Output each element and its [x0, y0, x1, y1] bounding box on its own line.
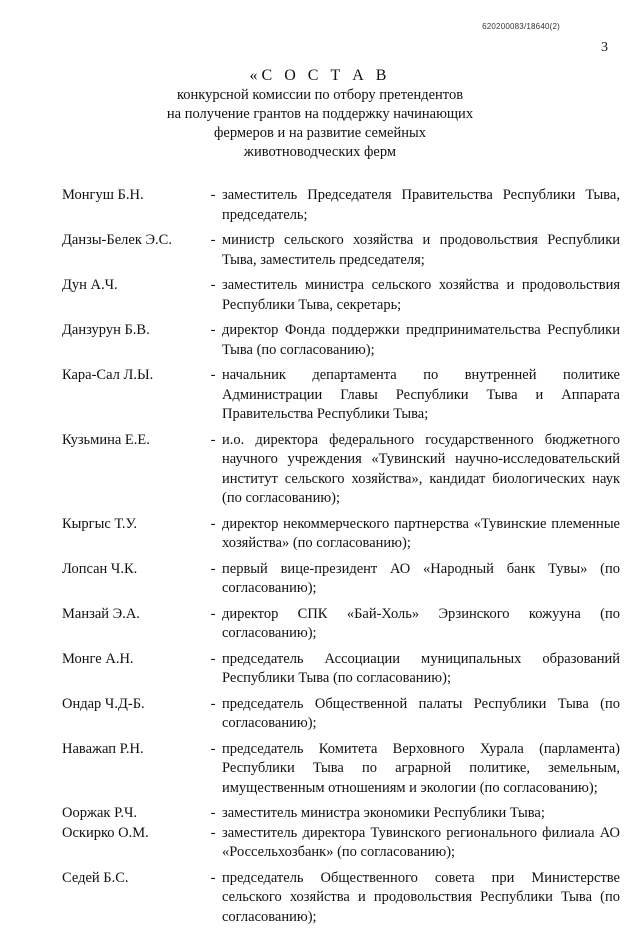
member-row [62, 695, 620, 734]
member-role: заместитель министра сельского хозяйства и продовольствия Республики Тыва, секретарь; [222, 277, 620, 313]
member-role: директор Фонда поддержки предпринимательства Республики Тыва (по согласованию); [222, 322, 620, 358]
member-role: директор СПК «Бай-Холь» Эрзинского кожууна (по согласованию); [222, 605, 620, 641]
member-role: председатель Общественной палаты Республики Тыва (по согласованию); [222, 695, 620, 731]
member-name: Монгуш Б.Н. [62, 187, 144, 203]
member-dash: - [210, 650, 216, 667]
title-line: животноводческих ферм [243, 144, 397, 160]
member-name: Дун А.Ч. [62, 277, 118, 293]
commission-members-list [62, 186, 620, 933]
member-row [62, 186, 620, 225]
member-role: первый вице-президент АО «Народный банк Тувы» (по согласованию); [222, 560, 620, 596]
member-role: заместитель директора Тувинского регионального филиала АО «Россельхозбанк» (по согласованию); [222, 824, 620, 860]
member-row [62, 515, 620, 554]
member-row [62, 366, 620, 425]
member-name: Манзай Э.А. [62, 605, 140, 622]
member-dash: - [210, 232, 216, 248]
document-title [0, 66, 640, 162]
member-name: Наважап Р.Н. [62, 740, 144, 757]
member-row [62, 560, 620, 599]
member-dash: - [210, 824, 216, 841]
member-dash: - [210, 367, 216, 383]
member-dash: - [210, 431, 216, 448]
member-name: Кыргыс Т.У. [62, 515, 137, 532]
member-name: Ооржак Р.Ч. [62, 805, 138, 821]
member-role: заместитель министра экономики Республики Тыва; [222, 805, 545, 821]
member-name: Ондар Ч.Д-Б. [62, 695, 145, 712]
page-number: 3 [601, 40, 608, 55]
member-name: Лопсан Ч.К. [62, 560, 138, 577]
member-row [62, 321, 620, 360]
member-row [62, 276, 620, 315]
member-row [62, 740, 620, 799]
member-role: заместитель Председателя Правительства Республики Тыва, председатель; [222, 187, 620, 223]
member-name: Кузьмина Е.Е. [62, 431, 150, 448]
member-name: Данзы-Белек Э.С. [62, 232, 172, 248]
member-dash: - [210, 805, 216, 821]
member-name: Монге А.Н. [62, 650, 134, 667]
member-row [62, 231, 620, 270]
member-role: директор некоммерческого партнерства «Тувинские племенные хозяйства» (по согласованию); [222, 515, 620, 551]
member-role: министр сельского хозяйства и продовольствия Республики Тыва, заместитель председателя; [222, 232, 620, 268]
member-dash: - [210, 187, 216, 203]
member-name: Оскирко О.М. [62, 824, 149, 841]
member-dash: - [210, 695, 216, 712]
member-dash: - [210, 277, 216, 293]
document-code: 620200083/18640(2) [482, 22, 560, 31]
title-line: фермеров и на развитие семейных [214, 125, 426, 141]
member-row [62, 804, 620, 824]
member-role: председатель Общественного совета при Министерстве сельского хозяйства и продовольствия Республики Тыва (по согласованию); [222, 869, 620, 925]
title-line: конкурсной комиссии по отбору претендентов [176, 87, 464, 103]
member-dash: - [210, 560, 216, 577]
member-dash: - [210, 740, 216, 757]
member-dash: - [210, 605, 216, 622]
member-row [62, 824, 620, 863]
member-row [62, 650, 620, 689]
member-dash: - [210, 322, 216, 338]
member-name: Данзурун Б.В. [62, 322, 150, 338]
member-row [62, 431, 620, 509]
member-role: начальник департамента по внутренней политике Администрации Главы Республики Тыва и Аппарата Правительства Республики Тыва; [222, 367, 620, 422]
title-heading: «С О С Т А В [249, 67, 391, 84]
member-dash: - [210, 515, 216, 532]
member-name: Седей Б.С. [62, 869, 129, 886]
member-name: Кара-Сал Л.Ы. [62, 367, 154, 383]
member-row [62, 869, 620, 928]
member-dash: - [210, 869, 216, 886]
member-role: и.о. директора федерального государственного бюджетного научного учреждения «Тувинский научно-исследовательский институт сельского хозяйства», кандидат биологических наук (по согласованию); [222, 431, 620, 506]
member-role: председатель Комитета Верховного Хурала (парламента) Республики Тыва по аграрной политике, земельным, имущественным отношениям и экологии (по согласованию); [222, 740, 620, 796]
member-row [62, 605, 620, 644]
title-line: на получение грантов на поддержку начинающих [166, 106, 474, 122]
member-role: председатель Ассоциации муниципальных образований Республики Тыва (по согласованию); [222, 650, 620, 686]
